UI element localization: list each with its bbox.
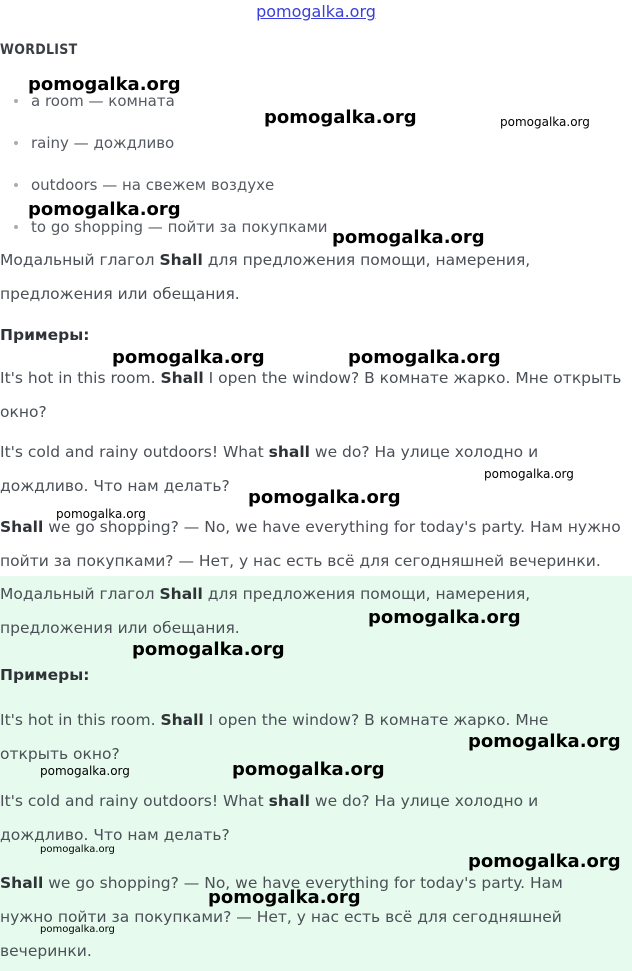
keyword: Shall	[160, 711, 204, 729]
examples-heading: Примеры:	[0, 666, 90, 684]
watermark: pomogalka.org	[28, 74, 181, 95]
watermark: pomogalka.org	[368, 607, 521, 628]
watermark: pomogalka.org	[56, 507, 146, 521]
examples-heading: Примеры:	[0, 326, 90, 344]
text: we go shopping? — No, we have everything for today's party. Нам нужно пойти за покупками? — Нет, у нас есть всё для сегодняшней вечеринки.	[0, 874, 563, 960]
bullet-icon	[14, 99, 18, 103]
wordlist-item-text: outdoors — на свежем воздухе	[31, 176, 275, 194]
watermark: pomogalka.org	[248, 487, 401, 508]
text: we go shopping? — No, we have everything for today's party. Нам нужно пойти за покупками? — Нет, у нас есть всё для сегодняшней вечеринки.	[0, 518, 621, 570]
watermark: pomogalka.org	[264, 107, 417, 128]
text: I open the window? В комнате жарко. Мне открыть окно?	[0, 711, 549, 763]
keyword: shall	[268, 792, 310, 810]
keyword: Shall	[0, 874, 44, 892]
watermark: pomogalka.org	[132, 639, 285, 660]
text: It's hot in this room.	[0, 369, 161, 387]
keyword: Shall	[159, 585, 203, 603]
text: It's cold and rainy outdoors! What	[0, 443, 269, 461]
wordlist-item-text: to go shopping — пойти за покупками	[31, 218, 328, 236]
text: Модальный глагол	[0, 585, 160, 603]
watermark: pomogalka.org	[332, 227, 485, 248]
watermark: pomogalka.org	[232, 759, 385, 780]
watermark: pomogalka.org	[348, 347, 501, 368]
bullet-icon	[14, 183, 18, 187]
text: для предложения помощи, намерения, предложения или обещания.	[0, 585, 531, 637]
watermark: pomogalka.org	[28, 199, 181, 220]
bullet-icon	[14, 225, 18, 229]
wordlist-item	[14, 176, 274, 194]
keyword: Shall	[159, 251, 203, 269]
text: It's hot in this room.	[0, 711, 161, 729]
wordlist-title: WORDLIST	[0, 42, 78, 58]
watermark: pomogalka.org	[112, 347, 265, 368]
wordlist-item-text: a room — комната	[31, 92, 175, 110]
text: we do? На улице холодно и дождливо. Что нам делать?	[0, 792, 539, 844]
watermark: pomogalka.org	[468, 731, 621, 752]
watermark: pomogalka.org	[208, 887, 361, 908]
keyword: Shall	[0, 518, 44, 536]
bullet-icon	[14, 141, 18, 145]
watermark: pomogalka.org	[484, 467, 574, 481]
site-link[interactable]: pomogalka.org	[256, 2, 376, 21]
keyword: shall	[268, 443, 310, 461]
example-paragraph	[0, 866, 590, 968]
example-paragraph	[0, 784, 565, 852]
text: I open the window? В комнате жарко. Мне открыть окно?	[0, 369, 622, 421]
text: It's cold and rainy outdoors! What	[0, 792, 269, 810]
keyword: Shall	[160, 369, 204, 387]
watermark: pomogalka.org	[40, 924, 115, 935]
wordlist-item	[14, 218, 328, 236]
example-paragraph	[0, 361, 625, 429]
intro-paragraph	[0, 243, 625, 311]
wordlist-item-text: rainy — дождливо	[31, 134, 175, 152]
watermark: pomogalka.org	[40, 844, 115, 855]
text: для предложения помощи, намерения, предложения или обещания.	[0, 251, 531, 303]
watermark: pomogalka.org	[468, 851, 621, 872]
text: Модальный глагол	[0, 251, 160, 269]
watermark: pomogalka.org	[40, 764, 130, 778]
watermark: pomogalka.org	[500, 115, 590, 129]
text: we do? На улице холодно и дождливо. Что нам делать?	[0, 443, 539, 495]
wordlist-item	[14, 134, 174, 152]
